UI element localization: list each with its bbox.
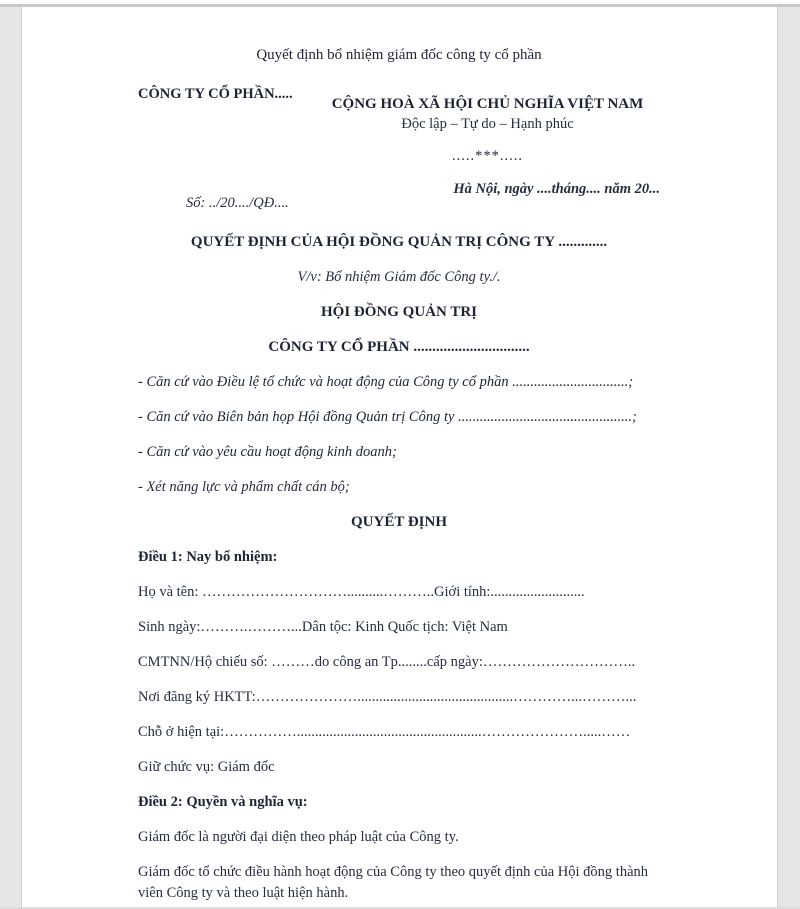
document-header — [138, 84, 660, 167]
full-name-line: Họ và tên: …………………………..........………..Giới tính:.......................... — [138, 584, 585, 600]
place-date-line: Hà Nội, ngày ....tháng.... năm 20... — [453, 181, 660, 197]
id-passport-line: CMTNN/Hộ chiếu số: ………do công an Tp........cấp ngày:………………………….. — [138, 654, 636, 670]
page-left-gutter — [0, 7, 21, 909]
birth-date-line: Sinh ngày:……….………...Dân tộc: Kinh Quốc tịch: Việt Nam — [138, 619, 508, 635]
document-page — [21, 7, 778, 909]
company-name-left: CÔNG TY CỔ PHẦN..... — [138, 86, 293, 102]
article-1-heading: Điều 1: Nay bổ nhiệm: — [138, 549, 278, 565]
document-title: Quyết định bổ nhiệm giám đốc công ty cổ phần — [256, 47, 542, 63]
national-header-block — [315, 84, 660, 167]
ground-line-charter: - Căn cứ vào Điều lệ tổ chức và hoạt động của Công ty cổ phần ................................; — [138, 374, 634, 390]
page-right-gutter — [778, 7, 800, 909]
ground-line-minutes: - Căn cứ vào Biên bản họp Hội đồng Quản trị Công ty ................................................; — [138, 409, 637, 425]
number-date-row — [138, 179, 660, 214]
board-heading: HỘI ĐỒNG QUẢN TRỊ — [321, 304, 477, 320]
document-content — [22, 45, 777, 904]
current-address-line: Chỗ ở hiện tại:……………...................................................………………….....…… — [138, 724, 631, 740]
national-motto: Độc lập – Tự do – Hạnh phúc — [401, 116, 574, 132]
decision-heading: QUYẾT ĐỊNH CỦA HỘI ĐỒNG QUẢN TRỊ CÔNG TY ............. — [190, 234, 608, 250]
national-title: CỘNG HOÀ XÃ HỘI CHỦ NGHĨA VIỆT NAM — [331, 96, 644, 112]
position-line: Giữ chức vụ: Giám đốc — [138, 759, 275, 775]
article-2-heading: Điều 2: Quyền và nghĩa vụ: — [138, 794, 308, 810]
company-heading: CÔNG TY CỔ PHẦN ............................... — [268, 339, 530, 355]
ground-line-business: - Căn cứ vào yêu cầu hoạt động kinh doanh; — [138, 444, 397, 460]
star-separator: .....***..... — [452, 148, 523, 164]
registered-residence-line: Nơi đăng ký HKTT:…………………...........................................…………...………... — [138, 689, 637, 705]
article-2-paragraph-1: Giám đốc là người đại diện theo pháp luật của Công ty. — [138, 829, 459, 845]
document-number: Số: ../20..../QĐ.... — [186, 195, 289, 211]
decision-word: QUYẾT ĐỊNH — [351, 514, 447, 530]
article-2-paragraph-2: Giám đốc tổ chức điều hành hoạt động của Công ty theo quyết định của Hội đồng thành viên Công ty và theo luật hiện hành. — [138, 864, 649, 901]
ground-line-capability: - Xét năng lực và phẩm chất cán bộ; — [138, 479, 350, 495]
decision-subject: V/v: Bổ nhiệm Giám đốc Công ty./. — [297, 269, 501, 285]
